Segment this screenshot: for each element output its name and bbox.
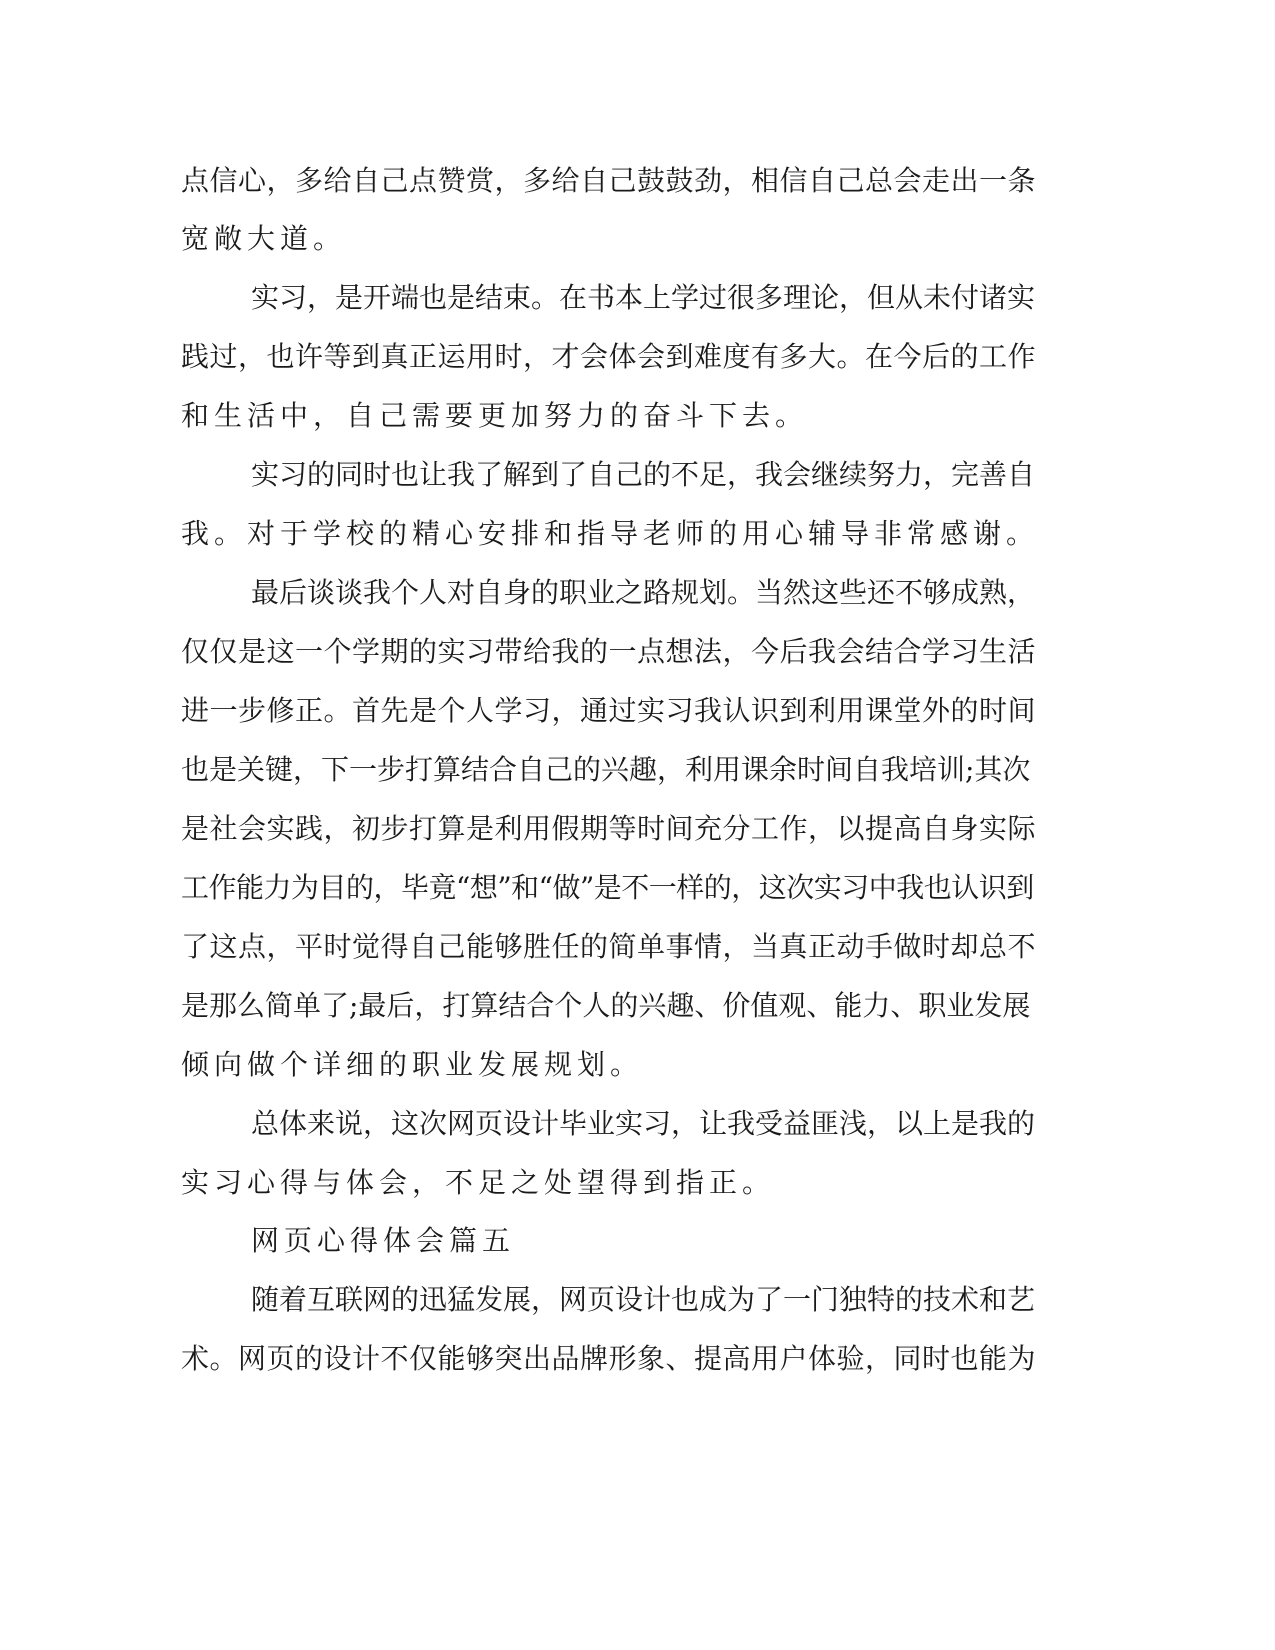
text-line: 践过，也许等到真正运用时，才会体会到难度有多大。在今后的工作 [181,340,1037,373]
text-line: 进一步修正。首先是个人学习，通过实习我认识到利用课堂外的时间 [181,694,1037,727]
text-line: 也是关键，下一步打算结合自己的兴趣，利用课余时间自我培训;其次 [181,753,1031,786]
text-line: 了这点，平时觉得自己能够胜任的简单事情，当真正动手做时却总不 [181,930,1037,963]
text-line: 宽敞大道。 [181,222,347,255]
text-line: 和生活中，自己需要更加努力的奋斗下去。 [181,399,809,432]
text-line: 仅仅是这一个学期的实习带给我的一点想法，今后我会结合学习生活 [181,635,1037,668]
section-heading: 网页心得体会篇五 [251,1224,516,1257]
paragraph-first-line: 实习的同时也让我了解到了自己的不足，我会继续努力，完善自 [251,458,1036,491]
text-line: 实习心得与体会，不足之处望得到指正。 [181,1166,776,1199]
text-line: 我。对于学校的精心安排和指导老师的用心辅导非常感谢。 [181,517,1040,550]
text-line: 是社会实践，初步打算是利用假期等时间充分工作，以提高自身实际 [181,812,1037,845]
text-line: 工作能力为目的，毕竟“想”和“做”是不一样的，这次实习中我也认识到 [181,871,1034,904]
text-line: 是那么简单了;最后，打算结合个人的兴趣、价值观、能力、职业发展 [181,989,1031,1022]
text-line: 点信心，多给自己点赞赏，多给自己鼓鼓劲，相信自己总会走出一条 [181,164,1037,197]
text-line: 倾向做个详细的职业发展规划。 [181,1048,644,1081]
paragraph-first-line: 总体来说，这次网页设计毕业实习，让我受益匪浅，以上是我的 [251,1107,1036,1140]
paragraph-first-line: 实习，是开端也是结束。在书本上学过很多理论，但从未付诸实 [251,281,1036,314]
text-line: 术。网页的设计不仅能够突出品牌形象、提高用户体验，同时也能为 [181,1342,1037,1375]
paragraph-first-line: 最后谈谈我个人对自身的职业之路规划。当然这些还不够成熟， [251,576,1036,609]
paragraph-first-line: 随着互联网的迅猛发展，网页设计也成为了一门独特的技术和艺 [251,1283,1036,1316]
